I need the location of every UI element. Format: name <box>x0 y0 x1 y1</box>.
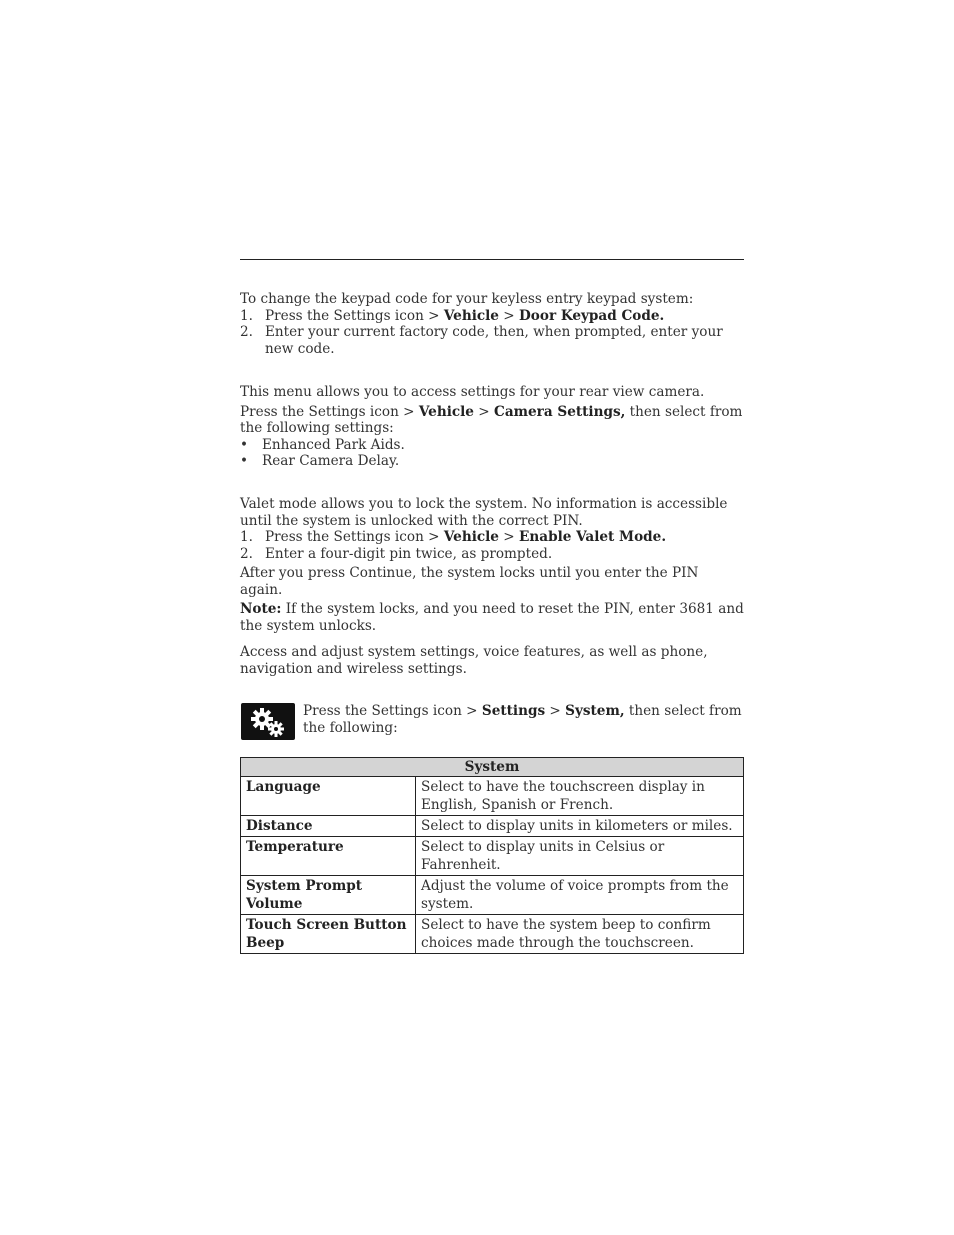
valet-step-2: 2. Enter a four-digit pin twice, as prompted. <box>240 545 553 562</box>
row-key: System Prompt Volume <box>241 876 416 915</box>
table-row <box>241 816 744 837</box>
keypad-section <box>240 291 744 357</box>
row-key: Touch Screen Button Beep <box>241 915 416 954</box>
camera-section <box>240 384 744 470</box>
menu-vehicle: Vehicle <box>443 307 499 324</box>
row-key: Language <box>241 777 416 816</box>
menu-camera-settings: Camera Settings, <box>494 403 626 420</box>
row-value: Select to display units in Celsius or Fahrenheit. <box>416 837 744 876</box>
row-key: Temperature <box>241 837 416 876</box>
table-header-row <box>241 758 744 777</box>
valet-step-1: 1. Press the Settings icon > Vehicle > Enable Valet Mode. <box>240 529 667 545</box>
menu-system: System, <box>565 703 625 719</box>
section-divider <box>240 259 744 260</box>
table-header: System <box>241 758 744 777</box>
settings-gears-icon <box>241 703 295 740</box>
camera-bullet-2: • Rear Camera Delay. <box>240 453 400 469</box>
row-value: Select to display units in kilometers or miles. <box>416 816 744 837</box>
system-intro: Access and adjust system settings, voice features, as well as phone, navigation and wireless settings. <box>240 644 708 677</box>
keypad-intro: To change the keypad code for your keyless entry keypad system: <box>240 291 694 307</box>
system-settings-table <box>240 757 744 954</box>
system-instructions: Press the Settings icon > Settings > System, then select from the following: <box>303 703 742 736</box>
row-value: Adjust the volume of voice prompts from the system. <box>416 876 744 915</box>
menu-door-keypad-code: Door Keypad Code. <box>519 307 665 324</box>
table-row <box>241 777 744 816</box>
valet-note: Note: If the system locks, and you need to reset the PIN, enter 3681 and the system unlocks. <box>240 601 744 634</box>
camera-instructions: Press the Settings icon > Vehicle > Camera Settings, then select from the following settings: <box>240 403 743 436</box>
table-row <box>241 837 744 876</box>
row-key: Distance <box>241 816 416 837</box>
camera-bullet-1: • Enhanced Park Aids. <box>240 436 405 453</box>
table-row <box>241 915 744 954</box>
table-row <box>241 876 744 915</box>
system-intro-block <box>240 644 744 677</box>
valet-after-text: After you press Continue, the system locks until you enter the PIN again. <box>240 565 699 598</box>
keypad-step-1: 1. Press the Settings icon > Vehicle > Door Keypad Code. <box>240 307 665 324</box>
row-value: Select to have the system beep to confirm choices made through the touchscreen. <box>416 915 744 954</box>
valet-section <box>240 496 744 634</box>
note-label: Note: <box>240 601 282 617</box>
keypad-step-2: 2. Enter your current factory code, then, when prompted, enter your new code. <box>240 324 723 357</box>
row-value: Select to have the touchscreen display in English, Spanish or French. <box>416 777 744 816</box>
valet-intro: Valet mode allows you to lock the system. No information is accessible until the system is unlocked with the correct PIN. <box>240 496 728 529</box>
menu-enable-valet-mode: Enable Valet Mode. <box>519 529 667 545</box>
camera-intro: This menu allows you to access settings for your rear view camera. <box>240 384 705 400</box>
